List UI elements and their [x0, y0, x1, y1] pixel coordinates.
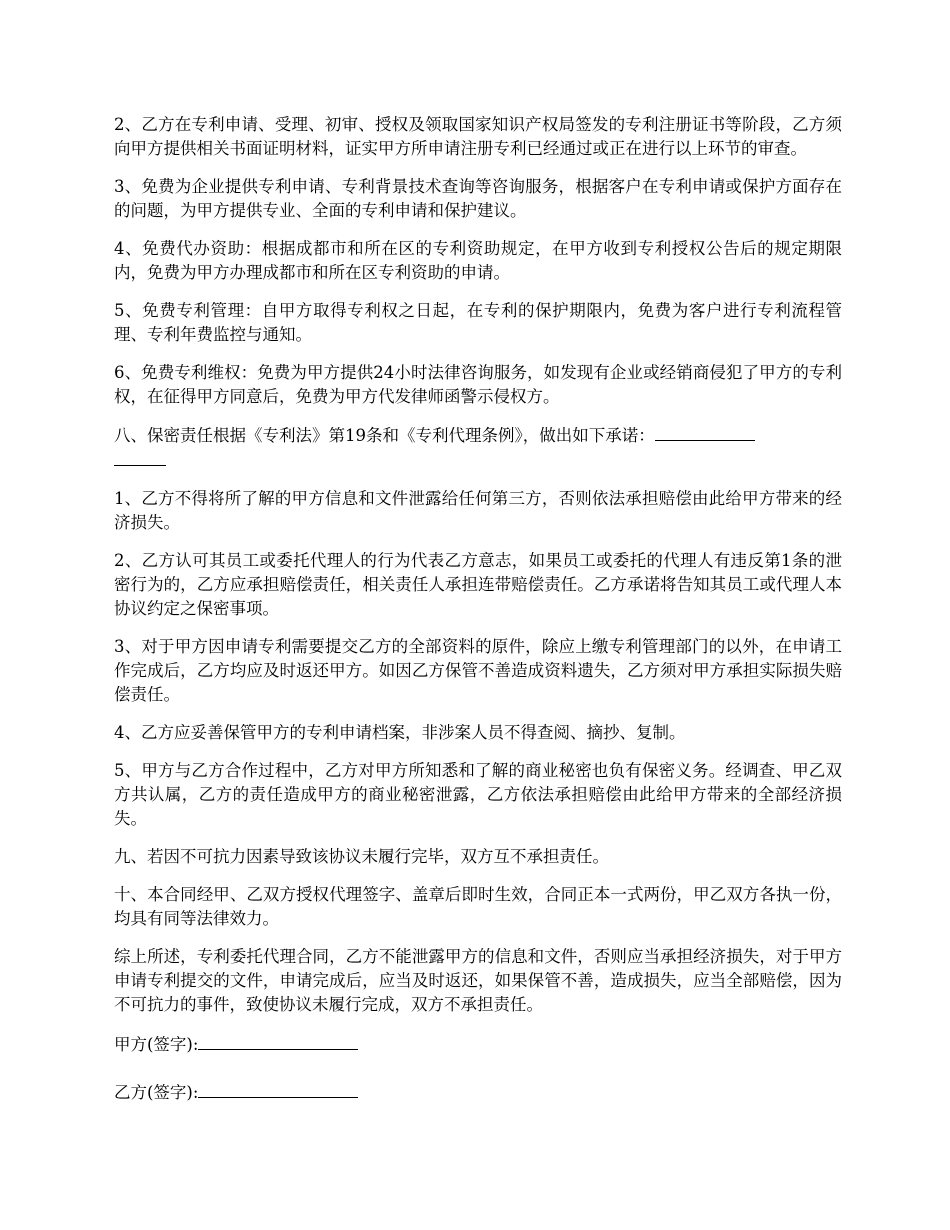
confidentiality-item-1: 1、乙方不得将所了解的甲方信息和文件泄露给任何第三方，否则依法承担赔偿由此给甲方带来的经济损失。 — [114, 489, 842, 532]
signature-party-a — [114, 1031, 842, 1057]
section-8-heading-text: 八、保密责任根据《专利法》第19条和《专利代理条例》，做出如下承诺： — [114, 426, 655, 445]
section-9-force-majeure: 九、若因不可抗力因素导致该协议未履行完毕，双方互不承担责任。 — [114, 847, 609, 866]
signature-party-b-field[interactable] — [198, 1079, 358, 1098]
paragraph-3-consulting: 3、免费为企业提供专利申请、专利背景技术查询等咨询服务，根据客户在专利申请或保护方面存在的问题，为甲方提供专业、全面的专利申请和保护建议。 — [114, 177, 842, 220]
summary-paragraph: 综上所述，专利委托代理合同，乙方不能泄露甲方的信息和文件，否则应当承担经济损失，对于甲方申请专利提交的文件，申请完成后，应当及时返还，如果保管不善，造成损失，应当全部赔偿，因为不可抗力的事件，致使协议未履行完成，双方不承担责任。 — [114, 947, 842, 1014]
section-10-effectiveness: 十、本合同经甲、乙双方授权代理签字、盖章后即时生效，合同正本一式两份，甲乙双方各执一份，均具有同等法律效力。 — [114, 885, 842, 928]
confidentiality-item-5: 5、甲方与乙方合作过程中，乙方对甲方所知悉和了解的商业秘密也负有保密义务。经调查、甲乙双方共认属，乙方的责任造成甲方的商业秘密泄露，乙方依法承担赔偿由此给甲方带来的全部经济损失。 — [114, 761, 842, 828]
signature-party-b — [114, 1079, 842, 1105]
confidentiality-item-3: 3、对于甲方因申请专利需要提交乙方的全部资料的原件，除应上缴专利管理部门的以外，在申请工作完成后，乙方均应及时返还甲方。如因乙方保管不善造成资料遗失，乙方须对甲方承担实际损失赔偿责任。 — [114, 637, 842, 704]
document-page — [114, 113, 842, 1127]
section-8-heading — [114, 423, 842, 473]
paragraph-2-progress-proof: 2、乙方在专利申请、受理、初审、授权及领取国家知识产权局签发的专利注册证书等阶段，乙方须向甲方提供相关书面证明材料，证实甲方所申请注册专利已经通过或正在进行以上环节的审查。 — [114, 115, 842, 158]
paragraph-4-subsidy: 4、免费代办资助：根据成都市和所在区的专利资助规定，在甲方收到专利授权公告后的规定期限内，免费为甲方办理成都市和所在区专利资助的申请。 — [114, 239, 842, 282]
signature-party-a-field[interactable] — [198, 1031, 358, 1050]
signature-party-b-label: 乙方(签字): — [114, 1083, 199, 1102]
paragraph-5-management: 5、免费专利管理：自甲方取得专利权之日起，在专利的保护期限内，免费为客户进行专利流程管理、专利年费监控与通知。 — [114, 301, 842, 344]
confidentiality-item-4: 4、乙方应妥善保管甲方的专利申请档案，非涉案人员不得查阅、摘抄、复制。 — [114, 723, 686, 742]
section-8-blank-line — [655, 423, 755, 441]
paragraph-6-enforcement: 6、免费专利维权：免费为甲方提供24小时法律咨询服务，如发现有企业或经销商侵犯了甲方的专利权，在征得甲方同意后，免费为甲方代发律师函警示侵权方。 — [114, 363, 842, 406]
signature-party-a-label: 甲方(签字): — [114, 1035, 199, 1054]
confidentiality-item-2: 2、乙方认可其员工或委托代理人的行为代表乙方意志，如果员工或委托的代理人有违反第1条的泄密行为的，乙方应承担赔偿责任，相关责任人承担连带赔偿责任。乙方承诺将告知其员工或代理人本协议约定之保密事项。 — [114, 551, 842, 618]
section-8-blank-line-continued — [114, 448, 166, 466]
